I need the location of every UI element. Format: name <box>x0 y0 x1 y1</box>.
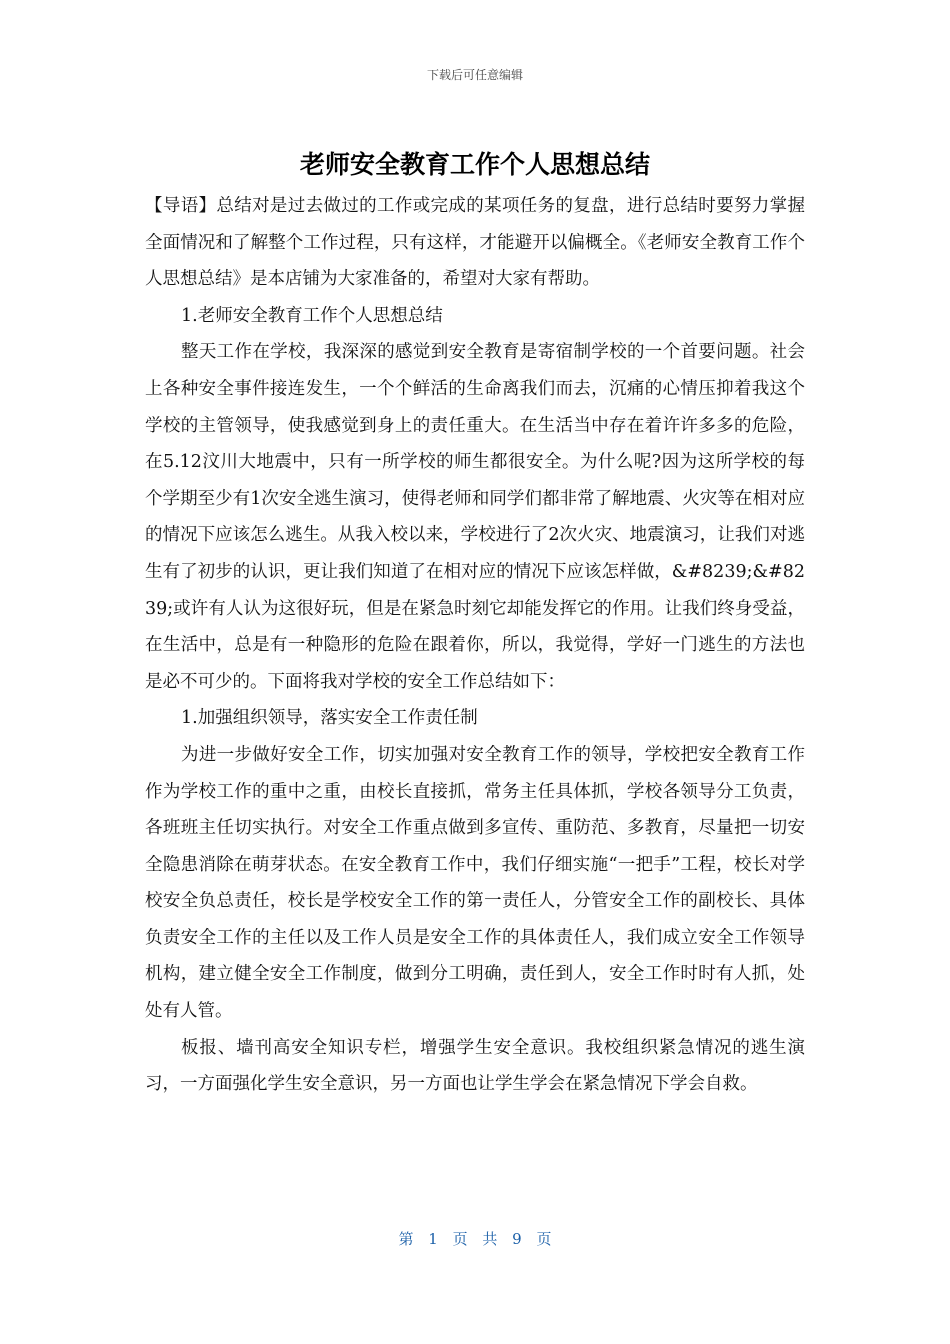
body-paragraph: 为进一步做好安全工作，切实加强对安全教育工作的领导，学校把安全教育工作作为学校工作的重中之重，由校长直接抓，常务主任具体抓，学校各领导分工负责，各班班主任切实执行。对安全工作重点做到多宣传、重防范、多教育，尽量把一切安全隐患消除在萌芽状态。在安全教育工作中，我们仔细实施“一把手”工程，校长对学校安全负总责任，校长是学校安全工作的第一责任人，分管安全工作的副校长、具体负责安全工作的主任以及工作人员是安全工作的具体责任人，我们成立安全工作领导机构，建立健全安全工作制度，做到分工明确，责任到人，安全工作时时有人抓，处处有人管。 <box>145 744 805 1022</box>
document-title: 老师安全教育工作个人思想总结 <box>299 150 650 179</box>
body-paragraph: 整天工作在学校，我深深的感觉到安全教育是寄宿制学校的一个首要问题。社会上各种安全事件接连发生，一个个鲜活的生命离我们而去，沉痛的心情压抑着我这个学校的主管领导，使我感觉到身上的责任重大。在生活当中存在着许许多多的危险，在5.12汶川大地震中，只有一所学校的师生都很安全。为什么呢?因为这所学校的每个学期至少有1次安全逃生演习，使得老师和同学们都非常了解地震、火灾等在相对应的情况下应该怎么逃生。从我入校以来，学校进行了2次火灾、地震演习，让我们对逃生有了初步的认识，更让我们知道了在相对应的情况下应该怎样做，&#8239;&#8239;或许有人认为这很好玩，但是在紧急时刻它却能发挥它的作用。让我们终身受益，在生活中，总是有一种隐形的危险在跟着你，所以，我觉得，学好一门逃生的方法也是必不可少的。下面将我对学校的安全工作总结如下： <box>145 342 805 692</box>
section-heading: 1.老师安全教育工作个人思想总结 <box>181 305 443 326</box>
page-number: 第 1 页 共 9 页 <box>398 1230 552 1248</box>
body-paragraph: 板报、墙刊高安全知识专栏，增强学生安全意识。我校组织紧急情况的逃生演习，一方面强化学生安全意识，另一方面也让学生学会在紧急情况下学会自救。 <box>145 1037 805 1095</box>
intro-paragraph: 【导语】总结对是过去做过的工作或完成的某项任务的复盘，进行总结时要努力掌握全面情况和了解整个工作过程，只有这样，才能避开以偏概全。《老师安全教育工作个人思想总结》是本店铺为大家准备的，希望对大家有帮助。 <box>145 196 805 290</box>
section-heading: 1.加强组织领导，落实安全工作责任制 <box>181 708 478 729</box>
page-header-note: 下载后可任意编辑 <box>426 68 523 82</box>
document-body <box>145 188 805 1103</box>
